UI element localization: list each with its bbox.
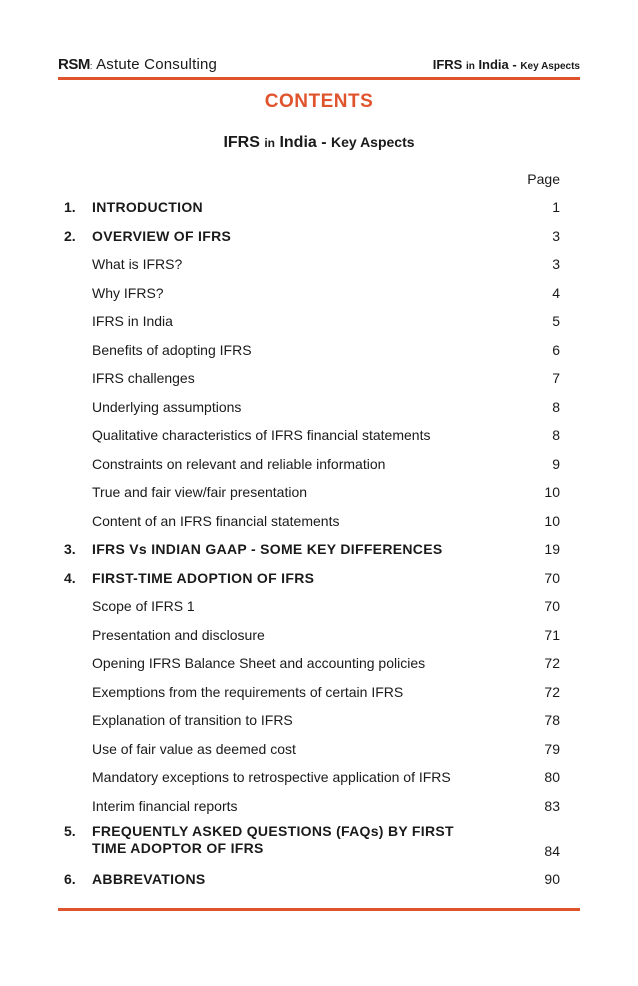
toc-entry-page: 1	[552, 199, 560, 215]
contents-heading: CONTENTS	[264, 91, 374, 112]
toc-entry-page: 4	[552, 284, 560, 301]
toc-entry-page: 72	[544, 683, 560, 700]
running-title	[433, 57, 580, 72]
toc-entry-title: OVERVIEW OF IFRS	[92, 227, 232, 244]
toc-entry-title: Use of fair value as deemed cost	[92, 740, 296, 757]
toc-entry[interactable]	[64, 450, 560, 479]
toc-entry-title: Exemptions from the requirements of certain IFRS	[92, 683, 404, 700]
toc-entry-title: Interim financial reports	[92, 797, 238, 814]
toc-entry-page: 72	[544, 655, 560, 671]
toc-entry-page: 83	[544, 797, 560, 814]
toc-entry-title: Benefits of adopting IFRS	[92, 341, 252, 358]
toc-entry[interactable]	[64, 421, 560, 450]
subtitle-part-a: IFRS	[223, 134, 265, 151]
page-header	[58, 54, 580, 78]
toc-entry[interactable]	[64, 706, 560, 735]
running-title-part-b: in	[465, 61, 475, 72]
toc-entry-page: 3	[552, 256, 560, 272]
toc-entry-page: 10	[544, 512, 560, 529]
toc-entry-title: ABBREVATIONS	[92, 871, 206, 887]
toc-entry-title: Presentation and disclosure	[92, 626, 265, 643]
toc-entry-number: 3.	[64, 541, 76, 557]
toc-entry-title: Qualitative characteristics of IFRS financial statements	[92, 427, 431, 443]
toc-entry-page: 8	[552, 427, 560, 443]
running-title-part-d: Key Aspects	[520, 61, 580, 72]
subtitle-part-c: India -	[275, 134, 332, 151]
brand-name: Astute Consulting	[92, 56, 218, 73]
toc-entry-page: 3	[552, 227, 560, 244]
page-column-label: Page	[527, 171, 560, 187]
toc-entry[interactable]	[64, 364, 560, 393]
toc-entry-number: 2.	[64, 227, 76, 244]
toc-entry-page: 9	[552, 455, 560, 472]
table-of-contents	[64, 193, 560, 894]
toc-entry-title-line: TIME ADOPTOR OF IFRS	[92, 840, 264, 856]
toc-entry[interactable]	[64, 649, 560, 678]
toc-entry[interactable]	[64, 478, 560, 507]
toc-entry-page: 5	[552, 313, 560, 329]
toc-entry-page: 78	[544, 712, 560, 728]
header-divider	[58, 77, 580, 80]
toc-entry-title: Scope of IFRS 1	[92, 598, 195, 614]
toc-entry[interactable]	[64, 763, 560, 792]
toc-entry[interactable]	[64, 307, 560, 336]
toc-entry-title: Constraints on relevant and reliable information	[92, 455, 386, 472]
document-subtitle	[0, 134, 638, 152]
toc-entry-page: 90	[544, 871, 560, 887]
toc-entry-title: IFRS in India	[92, 313, 173, 329]
toc-entry-page: 7	[552, 370, 560, 386]
toc-entry-number: 1.	[64, 199, 76, 215]
toc-entry[interactable]	[64, 535, 560, 564]
toc-entry[interactable]	[64, 507, 560, 536]
toc-entry-title: Explanation of transition to IFRS	[92, 712, 293, 728]
toc-entry-title: IFRS challenges	[92, 370, 195, 386]
toc-entry[interactable]	[64, 865, 560, 894]
toc-entry-title: Why IFRS?	[92, 284, 164, 301]
toc-entry-title: INTRODUCTION	[92, 199, 203, 215]
toc-entry[interactable]	[64, 336, 560, 365]
toc-entry-page: 19	[544, 541, 560, 557]
toc-entry-page: 8	[552, 398, 560, 415]
toc-entry-page: 79	[544, 740, 560, 757]
toc-entry[interactable]	[64, 393, 560, 422]
toc-entry-page: 70	[544, 569, 560, 586]
toc-entry-page: 70	[544, 598, 560, 614]
toc-entry[interactable]	[64, 820, 560, 865]
brand-dot: :	[89, 61, 93, 71]
toc-entry[interactable]	[64, 592, 560, 621]
toc-entry[interactable]	[64, 279, 560, 308]
toc-entry[interactable]	[64, 564, 560, 593]
toc-entry-title	[92, 823, 454, 857]
toc-entry-title-line: FREQUENTLY ASKED QUESTIONS (FAQs) BY FIRST	[92, 823, 454, 839]
toc-entry-title: IFRS Vs INDIAN GAAP - SOME KEY DIFFERENCES	[92, 541, 443, 557]
subtitle-part-b: in	[264, 136, 276, 150]
toc-entry[interactable]	[64, 678, 560, 707]
toc-entry[interactable]	[64, 193, 560, 222]
toc-entry-title: What is IFRS?	[92, 256, 183, 272]
brand-mark: RSM	[58, 56, 90, 73]
toc-entry[interactable]	[64, 222, 560, 251]
footer-divider	[58, 908, 580, 911]
toc-entry-number: 6.	[64, 871, 76, 887]
running-title-part-a: IFRS	[432, 57, 466, 72]
toc-entry-title: Mandatory exceptions to retrospective application of IFRS	[92, 769, 451, 785]
toc-entry-page: 84	[544, 843, 560, 859]
toc-entry-page: 10	[544, 484, 560, 500]
brand-logo	[58, 56, 217, 73]
toc-entry-title: Content of an IFRS financial statements	[92, 512, 340, 529]
toc-entry[interactable]	[64, 735, 560, 764]
toc-entry[interactable]	[64, 621, 560, 650]
toc-entry-page: 80	[544, 769, 560, 785]
toc-entry-page: 71	[544, 626, 560, 643]
toc-entry[interactable]	[64, 792, 560, 821]
toc-entry-title: FIRST-TIME ADOPTION OF IFRS	[92, 569, 315, 586]
toc-entry-number: 4.	[64, 569, 76, 586]
toc-entry-title: Opening IFRS Balance Sheet and accounting policies	[92, 655, 426, 671]
toc-entry-page: 6	[552, 341, 560, 358]
toc-entry-title: True and fair view/fair presentation	[92, 484, 308, 500]
toc-entry-title: Underlying assumptions	[92, 398, 242, 415]
toc-entry-number: 5.	[64, 823, 76, 839]
subtitle-part-d: Key Aspects	[331, 134, 415, 150]
toc-entry[interactable]	[64, 250, 560, 279]
running-title-part-c: India -	[474, 57, 521, 72]
